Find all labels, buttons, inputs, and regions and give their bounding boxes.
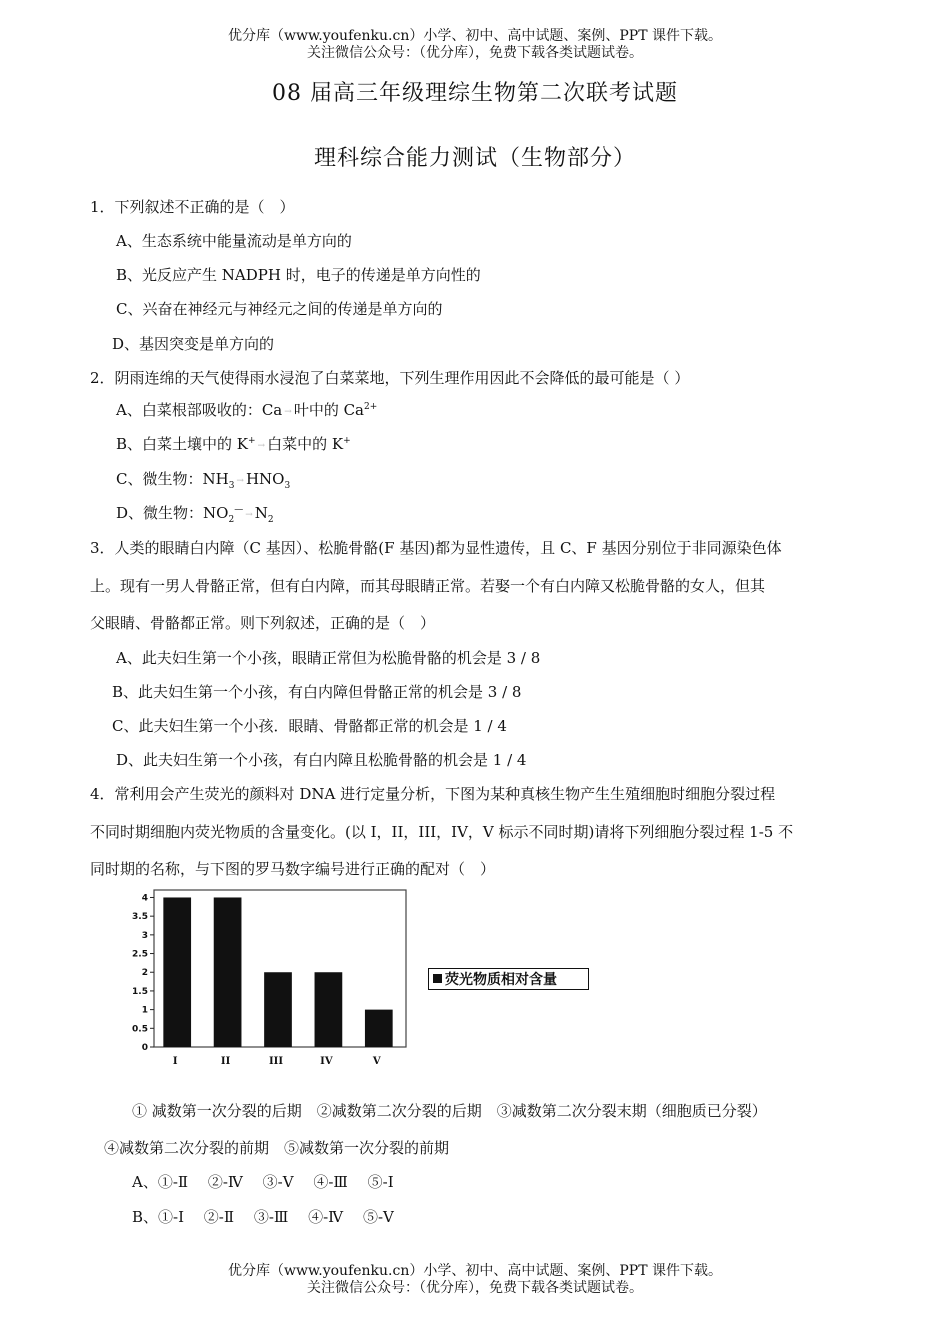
q2-a-text: A、白菜根部吸收的：Ca <box>116 401 283 419</box>
x-tick-label: III <box>268 1056 284 1067</box>
legend-label: 荧光物质相对含量 <box>445 972 557 988</box>
y-tick-label: 3 <box>141 930 148 941</box>
x-tick-label: I <box>172 1056 178 1067</box>
arrow-icon: → <box>257 441 266 451</box>
q3-line-2: 上。现有一男人骨骼正常，但有白内障，而其母眼睛正常。若娶一个有白内障又松脆骨骼的女人，但其 <box>90 577 766 595</box>
bar <box>163 897 191 1047</box>
bar <box>264 972 292 1047</box>
q2-d-text: D、微生物：NO <box>116 504 229 522</box>
q2-option-c <box>116 468 290 491</box>
y-tick-label: 2 <box>141 968 148 979</box>
footer-line-2: 关注微信公众号：（优分库），免费下载各类试题试卷。 <box>307 1280 643 1296</box>
q2-b-sup1: + <box>248 436 256 446</box>
page-footer <box>0 1263 950 1297</box>
q4-phases-line-2: ④减数第二次分裂的前期 ⑤减数第一次分裂的前期 <box>104 1139 450 1157</box>
q3-option-b: B、此夫妇生第一个小孩，有白内障但骨骼正常的机会是 3 / 8 <box>112 683 522 701</box>
q2-a-sup: 2+ <box>364 402 378 412</box>
arrow-icon: → <box>236 476 244 486</box>
q4-line-1: 4．常利用会产生荧光的颜料对 DNA 进行定量分析，下图为某种真核生物产生生殖细胞时细胞分裂过程 <box>90 785 776 803</box>
q2-d-sub: 2 <box>228 515 235 525</box>
y-tick-label: 0.5 <box>132 1024 148 1035</box>
y-tick-label: 3.5 <box>132 912 148 923</box>
page-title: 08 届高三年级理综生物第二次联考试题 <box>272 81 678 106</box>
y-tick-label: 1.5 <box>132 986 148 997</box>
q4-line-2: 不同时期细胞内荧光物质的含量变化。(以 I，II，III，IV，V 标示不同时期)请将下列细胞分裂过程 1-5 不 <box>90 823 794 841</box>
q2-d-sup: — <box>234 505 244 515</box>
q2-d-target: N <box>254 504 268 522</box>
q2-b-text: B、白菜土壤中的 K <box>116 435 248 453</box>
q3-line-1: 3．人类的眼睛白内障（C 基因）、松脆骨骼(F 基因)都为显性遗传，且 C、F 基因分别位于非同源染色体 <box>90 539 782 557</box>
q3-option-a: A、此夫妇生第一个小孩，眼睛正常但为松脆骨骼的机会是 3 / 8 <box>116 649 541 667</box>
q2-option-b <box>116 433 351 454</box>
q2-b-target: 白菜中的 K <box>267 435 344 453</box>
x-tick-label: V <box>372 1056 381 1067</box>
q3-line-3: 父眼睛、骨骼都正常。则下列叙述，正确的是（ ） <box>90 614 436 632</box>
q4-line-3: 同时期的名称，与下图的罗马数字编号进行正确的配对（ ） <box>90 860 496 878</box>
q2-b-sup2: + <box>343 436 351 446</box>
footer-line-1: 优分库（www.youfenku.cn）小学、初中、高中试题、案例、PPT 课件下载。 <box>227 1263 722 1279</box>
y-tick-label: 4 <box>141 893 148 904</box>
q1-option-b: B、光反应产生 NADPH 时，电子的传递是单方向性的 <box>116 266 481 284</box>
x-tick-label: II <box>220 1056 231 1067</box>
bar <box>365 1010 393 1047</box>
page-header <box>0 28 950 62</box>
q1-stem: 1．下列叙述不正确的是（ ） <box>90 198 295 216</box>
q2-c-target: HNO <box>245 470 285 488</box>
q4-option-a: A、①-Ⅱ ②-Ⅳ ③-Ⅴ ④-Ⅲ ⑤-I <box>132 1173 394 1191</box>
bar-chart <box>128 884 418 1069</box>
arrow-icon: → <box>245 510 253 520</box>
q2-c-sub2: 3 <box>284 481 291 491</box>
legend-swatch-icon <box>433 974 442 983</box>
header-line-2: 关注微信公众号：（优分库），免费下载各类试题试卷。 <box>307 45 643 61</box>
q2-option-a <box>116 399 377 420</box>
y-tick-label: 2.5 <box>132 949 148 960</box>
q1-option-d: D、基因突变是单方向的 <box>112 335 275 353</box>
arrow-icon: → <box>284 407 292 417</box>
chart-legend <box>428 968 589 990</box>
header-line-1: 优分库（www.youfenku.cn）小学、初中、高中试题、案例、PPT 课件下载。 <box>227 28 722 44</box>
x-tick-label: IV <box>320 1056 333 1067</box>
q1-option-c: C、兴奋在神经元与神经元之间的传递是单方向的 <box>116 300 443 318</box>
y-tick-label: 0 <box>141 1043 148 1053</box>
y-tick-label: 1 <box>141 1005 148 1016</box>
q2-a-target: 叶中的 Ca <box>293 401 365 419</box>
q3-option-d: D、此夫妇生第一个小孩，有白内障且松脆骨骼的机会是 1 / 4 <box>116 751 527 769</box>
q2-c-sub: 3 <box>228 481 235 491</box>
bar <box>315 972 343 1047</box>
q1-option-a: A、生态系统中能量流动是单方向的 <box>116 232 352 250</box>
q4-option-b: B、①-I ②-Ⅱ ③-Ⅲ ④-Ⅳ ⑤-Ⅴ <box>132 1208 394 1226</box>
q4-phases-line-1: ① 减数第一次分裂的后期 ②减数第二次分裂的后期 ③减数第二次分裂末期（细胞质已分裂） <box>132 1102 767 1120</box>
page-subtitle: 理科综合能力测试（生物部分） <box>313 146 636 171</box>
q2-stem: 2．阴雨连绵的天气使得雨水浸泡了白菜菜地，下列生理作用因此不会降低的最可能是（ ） <box>90 369 690 387</box>
q3-option-c: C、此夫妇生第一个小孩．眼睛、骨骼都正常的机会是 1 / 4 <box>112 717 507 735</box>
q2-d-sub2: 2 <box>267 515 274 525</box>
q2-c-text: C、微生物：NH <box>116 470 229 488</box>
q2-option-d <box>116 502 274 525</box>
bar <box>214 897 242 1047</box>
